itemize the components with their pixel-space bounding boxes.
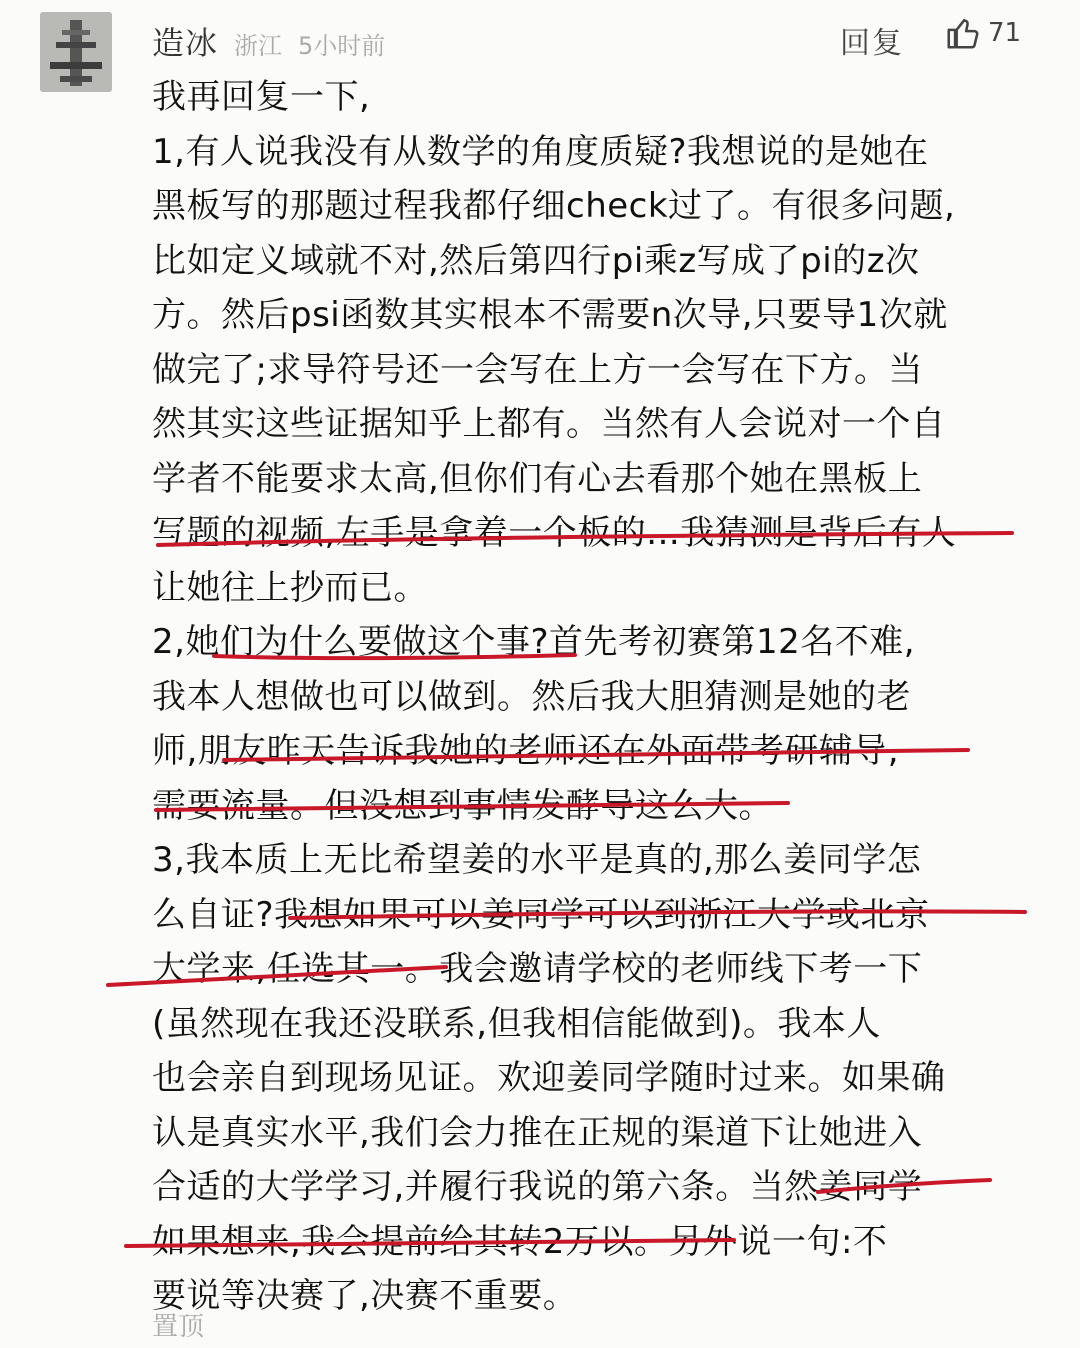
pin-button[interactable]: 置顶	[152, 1312, 205, 1342]
comment-line: 比如定义域就不对,然后第四行pi乘z写成了pi的z次	[152, 240, 920, 281]
comment-line: 认是真实水平,我们会力推在正规的渠道下让她进入	[152, 1112, 923, 1153]
comment-line: 方。然后psi函数其实根本不需要n次导,只要导1次就	[152, 295, 948, 335]
comment-line: 也会亲自到现场见证。欢迎姜同学随时过来。如果确	[152, 1058, 946, 1098]
comment-line: 合适的大学学习,并履行我说的第六条。当然姜同学	[152, 1167, 923, 1207]
reply-button[interactable]: 回复	[840, 26, 904, 61]
comment-line: 大学来,任选其一。我会邀请学校的老师线下考一下	[152, 949, 923, 989]
comment-line: (虽然现在我还没联系,但我相信能做到)。我本人	[152, 1003, 881, 1044]
comment-line: 然其实这些证据知乎上都有。当然有人会说对一个自	[152, 404, 946, 444]
comment-body	[152, 70, 1032, 1324]
comment-line: 黑板写的那题过程我都仔细check过了。有很多问题,	[152, 186, 956, 226]
comment-header	[152, 18, 386, 62]
like-button[interactable]	[944, 14, 1021, 52]
avatar-image	[40, 12, 112, 92]
avatar[interactable]	[40, 12, 112, 92]
comment-line: 我本人想做也可以做到。然后我大胆猜测是她的老	[152, 676, 911, 717]
comment-line: 如果想来,我会提前给其转2万以。另外说一句:不	[152, 1221, 888, 1262]
comment-line: 师,朋友昨天告诉我她的老师还在外面带考研辅导,	[152, 731, 900, 771]
comment-line: 要说等决赛了,决赛不重要。	[152, 1276, 578, 1316]
comment-line: 学者不能要求太高,但你们有心去看那个她在黑板上	[152, 458, 923, 499]
comment-line: 3,我本质上无比希望姜的水平是真的,那么姜同学怎	[152, 840, 922, 880]
user-location: 浙江	[234, 32, 283, 60]
comment-line: 写题的视频,左手是拿着一个板的...我猜测是背后有人	[152, 513, 957, 553]
like-count: 71	[988, 18, 1022, 48]
comment-line: 2,她们为什么要做这个事?首先考初赛第12名不难,	[152, 622, 916, 662]
comment-line: 么自证?我想如果可以姜同学可以到浙江大学或北京	[152, 894, 930, 935]
comment-line: 我再回复一下,	[152, 77, 371, 117]
comment-line: 1,有人说我没有从数学的角度质疑?我想说的是她在	[152, 131, 929, 172]
comment-line: 做完了;求导符号还一会写在上方一会写在下方。当	[152, 349, 923, 390]
thumbs-up-icon	[944, 14, 982, 52]
comment-line: 需要流量。但没想到事情发酵导这么大。	[152, 785, 773, 826]
username[interactable]: 造冰	[152, 24, 219, 62]
comment-line: 让她往上抄而已。	[152, 567, 428, 608]
comment-time: 5小时前	[298, 32, 386, 60]
